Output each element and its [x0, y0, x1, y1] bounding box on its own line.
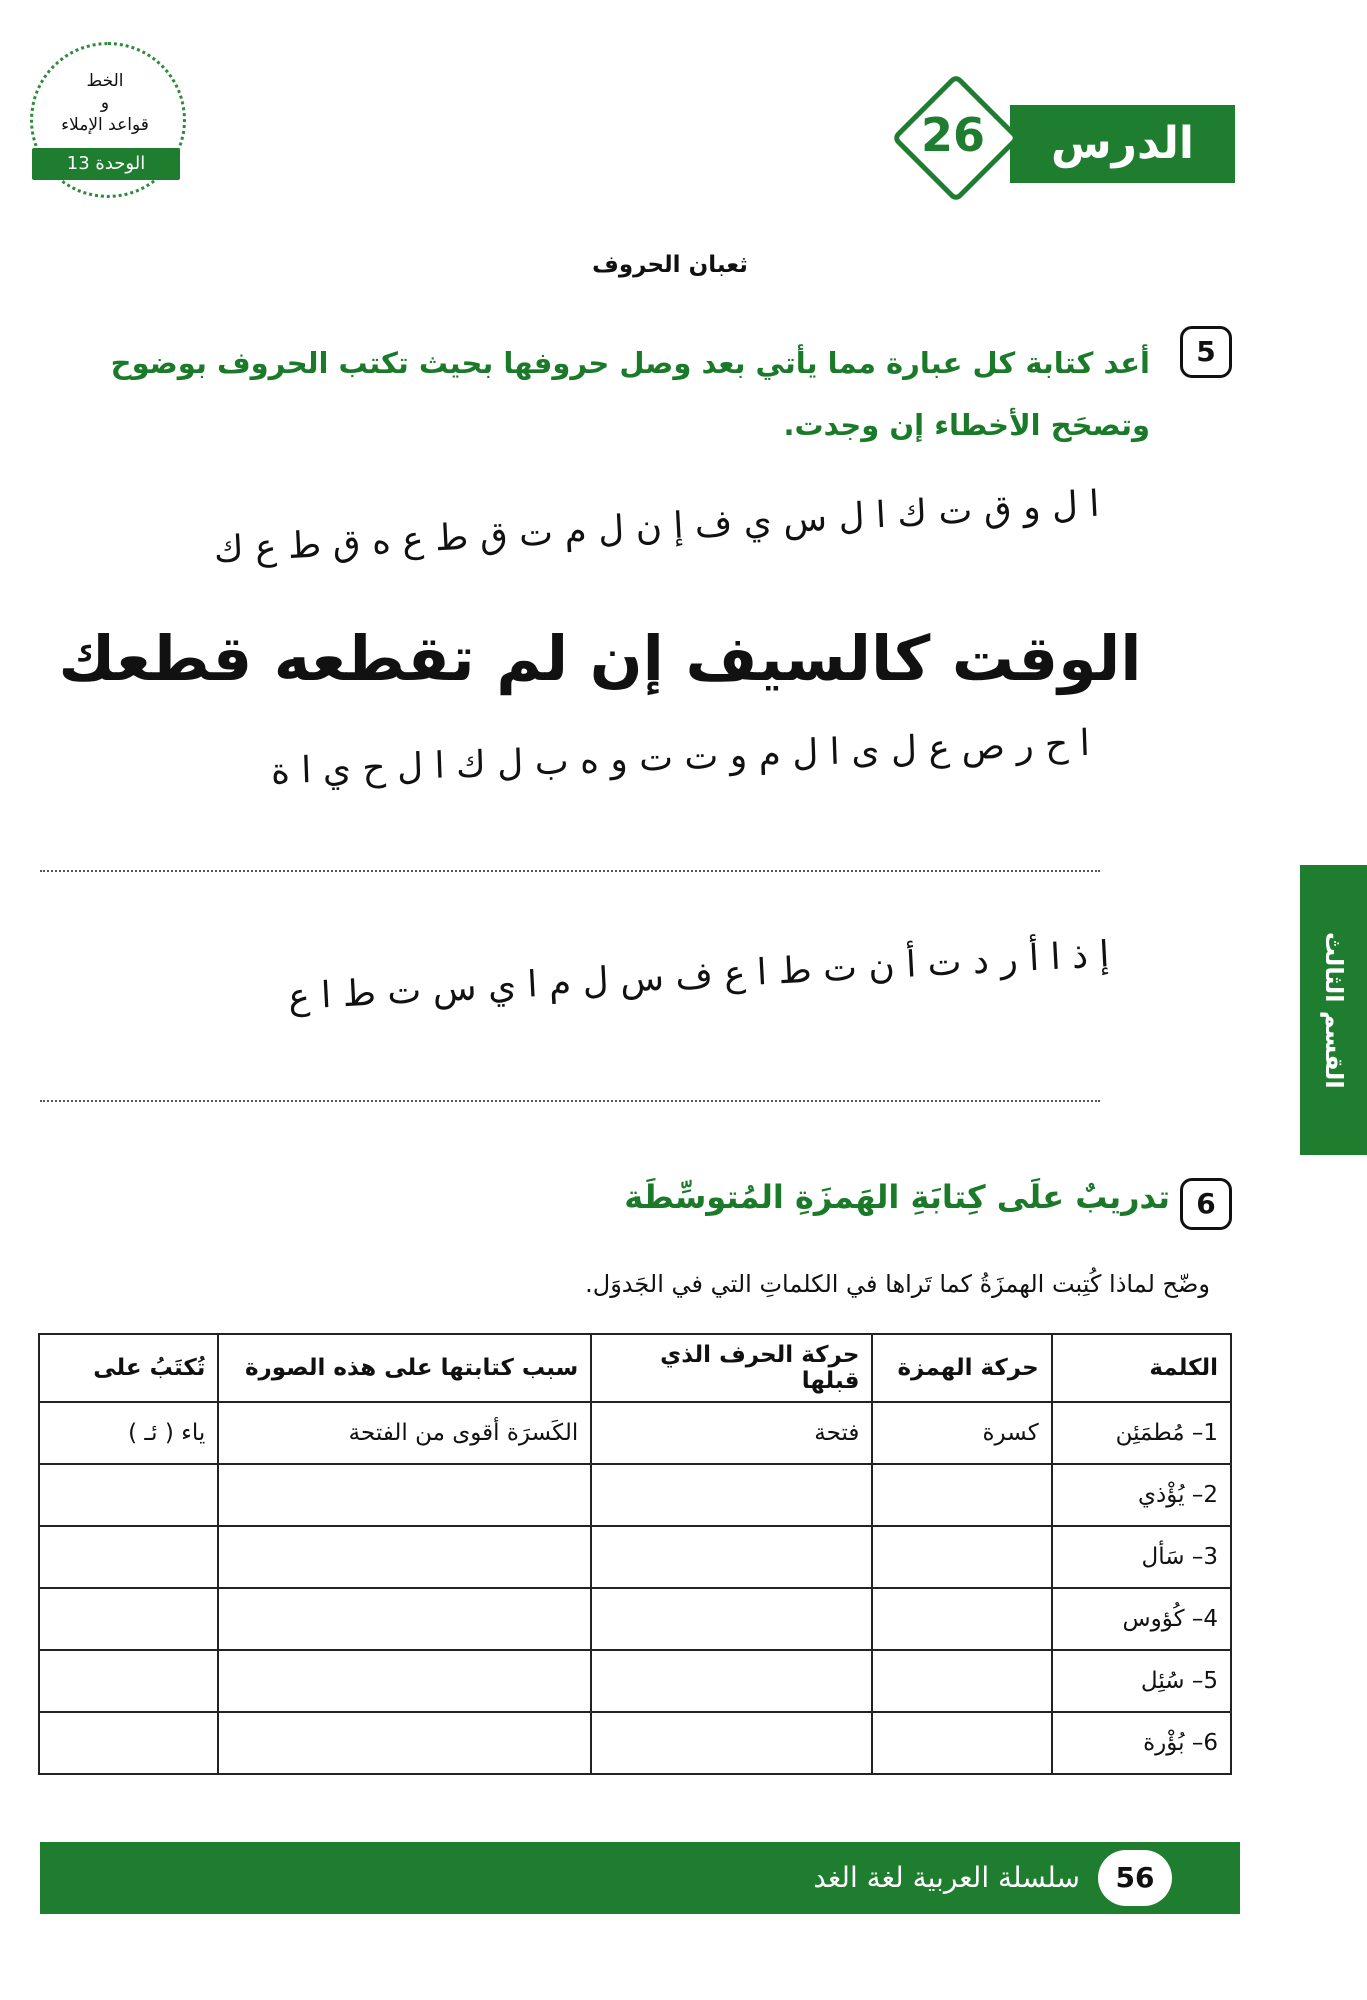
cell-prev-vowel[interactable]: [591, 1588, 872, 1650]
badge-line-3: قواعد الإملاء: [61, 115, 149, 135]
page-number: 56: [1098, 1850, 1172, 1906]
section-title: ثعبان الحروف: [592, 252, 748, 278]
cell-prev-vowel[interactable]: [591, 1526, 872, 1588]
badge-subject: [40, 70, 170, 136]
cell-prev-vowel[interactable]: [591, 1650, 872, 1712]
cell-reason[interactable]: [218, 1526, 591, 1588]
cell-word: 3– سَأل: [1052, 1526, 1231, 1588]
hamza-table: [38, 1333, 1232, 1775]
cell-reason[interactable]: الكَسرَة أقوى من الفتحة: [218, 1402, 591, 1464]
cell-prev-vowel[interactable]: فتحة: [591, 1402, 872, 1464]
cell-hamza-vowel[interactable]: كسرة: [872, 1402, 1051, 1464]
header-reason: سبب كتابتها على هذه الصورة: [218, 1334, 591, 1402]
cell-hamza-vowel[interactable]: [872, 1650, 1051, 1712]
cell-word: 6– بُؤْرة: [1052, 1712, 1231, 1774]
table-header-row: [39, 1334, 1231, 1402]
cell-written-on[interactable]: [39, 1464, 218, 1526]
cell-prev-vowel[interactable]: [591, 1712, 872, 1774]
footer-series-title: سلسلة العربية لغة الغد: [813, 1861, 1080, 1894]
scattered-letters-3: إ ذ ا أ ر د ت أ ن ت ط ا ع ف س ل م ا ي س ت ط ا ع: [287, 934, 1111, 1019]
answer-line-2[interactable]: [40, 870, 1100, 872]
cell-word: 2– يُؤْذي: [1052, 1464, 1231, 1526]
question-6-instruction: وضّح لماذا كُتِبت الهمزَةُ كما تَراها في الكلماتِ التي في الجَدوَل.: [585, 1270, 1210, 1298]
section-side-tab: القسم الثالث: [1300, 865, 1367, 1155]
cell-written-on[interactable]: [39, 1712, 218, 1774]
table-row: [39, 1402, 1231, 1464]
cell-reason[interactable]: [218, 1464, 591, 1526]
cell-written-on[interactable]: ياء ( ئـ ): [39, 1402, 218, 1464]
cell-word: 1– مُطمَئِن: [1052, 1402, 1231, 1464]
question-6-title: تدريبٌ علَى كِتابَةِ الهَمزَةِ المُتوسِّطَة: [624, 1178, 1170, 1216]
lesson-number: 26: [920, 108, 985, 162]
badge-line-1: الخط: [86, 71, 124, 91]
question-6-number: 6: [1180, 1178, 1232, 1230]
cell-word: 4– كُؤوس: [1052, 1588, 1231, 1650]
cell-hamza-vowel[interactable]: [872, 1464, 1051, 1526]
header-word: الكلمة: [1052, 1334, 1231, 1402]
answer-line-3[interactable]: [40, 1100, 1100, 1102]
scattered-letters-1: ا ل و ق ت ك ا ل س ي ف إ ن ل م ت ق ط ع ه ق ط ع ك: [212, 483, 1101, 571]
cell-word: 5– سُئِل: [1052, 1650, 1231, 1712]
cell-hamza-vowel[interactable]: [872, 1588, 1051, 1650]
header-written-on: تُكتَبُ على: [39, 1334, 218, 1402]
cell-reason[interactable]: [218, 1650, 591, 1712]
question-5-text: أعد كتابة كل عبارة مما يأتي بعد وصل حروفها بحيث تكتب الحروف بوضوح وتصحَح الأخطاء إن وجدت.: [110, 346, 1150, 442]
cell-hamza-vowel[interactable]: [872, 1712, 1051, 1774]
table-row: [39, 1650, 1231, 1712]
unit-label: الوحدة 13: [32, 148, 180, 180]
cell-written-on[interactable]: [39, 1526, 218, 1588]
scattered-letters-2: ا ح ر ص ع ل ى ا ل م و ت ت و ه ب ل ك ا ل ح ي ا ة: [270, 722, 1091, 793]
lesson-label: الدرس: [1050, 118, 1195, 169]
table-row: [39, 1526, 1231, 1588]
cell-reason[interactable]: [218, 1588, 591, 1650]
question-5-number: 5: [1180, 326, 1232, 378]
cell-written-on[interactable]: [39, 1588, 218, 1650]
table-row: [39, 1712, 1231, 1774]
table-row: [39, 1588, 1231, 1650]
badge-line-2: و: [100, 93, 110, 113]
header-prev-vowel: حركة الحرف الذي قبلها: [591, 1334, 872, 1402]
table-row: [39, 1464, 1231, 1526]
cell-written-on[interactable]: [39, 1650, 218, 1712]
cell-reason[interactable]: [218, 1712, 591, 1774]
answer-sentence-1: الوقت كالسيف إن لم تقطعه قطعك: [58, 622, 1142, 695]
cell-hamza-vowel[interactable]: [872, 1526, 1051, 1588]
header-hamza-vowel: حركة الهمزة: [872, 1334, 1051, 1402]
cell-prev-vowel[interactable]: [591, 1464, 872, 1526]
